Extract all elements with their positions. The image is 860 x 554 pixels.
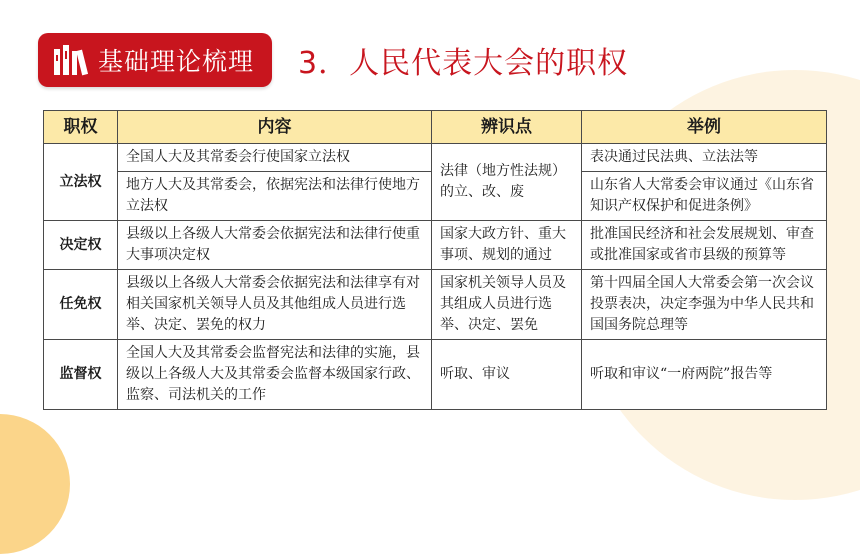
power-cell: 决定权 (44, 221, 118, 270)
page-title: 3．人民代表大会的职权 (298, 46, 629, 81)
example-cell: 批准国民经济和社会发展规划、审查或批准国家或省市县级的预算等 (582, 221, 827, 270)
content-cell: 县级以上各级人大常委会依据宪法和法律行使重大事项决定权 (118, 221, 432, 270)
book-stack-icon (52, 41, 92, 79)
column-header-content: 内容 (118, 111, 432, 144)
power-cell: 监督权 (44, 340, 118, 410)
background-decoration-circle-small (0, 414, 70, 554)
power-cell: 立法权 (44, 144, 118, 221)
example-cell: 听取和审议“一府两院”报告等 (582, 340, 827, 410)
example-cell: 第十四届全国人大常委会第一次会议投票表决，决定李强为中华人民共和国国务院总理等 (582, 270, 827, 340)
point-cell: 听取、审议 (432, 340, 582, 410)
table-row-appointment (44, 270, 827, 340)
table-row-supervision (44, 340, 827, 410)
column-header-power: 职权 (44, 111, 118, 144)
example-cell: 表决通过民法典、立法法等 (582, 144, 827, 172)
table-row-legislative (44, 144, 827, 172)
content-cell: 全国人大及其常委会行使国家立法权 (118, 144, 432, 172)
point-cell: 法律（地方性法规）的立、改、废 (432, 144, 582, 221)
column-header-point: 辨识点 (432, 111, 582, 144)
point-cell: 国家大政方针、重大事项、规划的通过 (432, 221, 582, 270)
content-cell: 全国人大及其常委会监督宪法和法律的实施，县级以上各级人大及其常委会监督本级国家行政、监察、司法机关的工作 (118, 340, 432, 410)
power-cell: 任免权 (44, 270, 118, 340)
table-header-row (44, 111, 827, 144)
section-badge-label: 基础理论梳理 (98, 47, 255, 76)
content-cell: 地方人大及其常委会，依据宪法和法律行使地方立法权 (118, 172, 432, 221)
content-cell: 县级以上各级人大常委会依据宪法和法律享有对相关国家机关领导人员及其他组成人员进行选举、决定、罢免的权力 (118, 270, 432, 340)
column-header-example: 举例 (582, 111, 827, 144)
point-cell: 国家机关领导人员及其组成人员进行选举、决定、罢免 (432, 270, 582, 340)
table-row-decision (44, 221, 827, 270)
section-badge (38, 33, 272, 87)
powers-table (43, 110, 827, 410)
example-cell: 山东省人大常委会审议通过《山东省知识产权保护和促进条例》 (582, 172, 827, 221)
